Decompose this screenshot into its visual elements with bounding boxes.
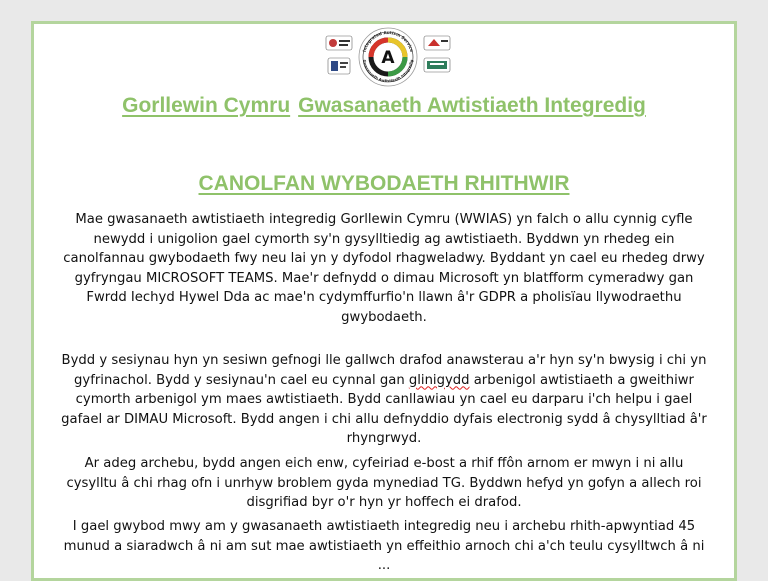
paragraph-contact: I gael gwybod mwy am y gwasanaeth awtistiaeth integredig neu i archebu rhith-apwyntiad 45 munud a siaradwch â ni am sut mae awtistiaeth yn effeithio arnoch chi a'ch teulu cysylltwch â ni ... — [63, 519, 705, 573]
paragraph-sessions — [58, 351, 710, 449]
spelling-flagged-word: glinigydd — [408, 372, 470, 388]
svg-text:A: A — [381, 48, 395, 68]
paragraph-booking: Ar adeg archebu, bydd angen eich enw, cyfeiriad e-bost a rhif ffôn arnom er mwyn i ni allu cysylltu â chi rhag ofn i unrhyw broblem gyda mynediad TG. Byddwn hefyd yn gofyn a allech roi disgrifiad byr o'r hyn yr hoffech ei drafod. — [66, 456, 702, 510]
paragraph-sessions-part-a: Bydd y sesiynau hyn yn sesiwn gefnogi lle gallwch drafod anawsterau a'r hyn sy'n bwysig i chi yn gyfrinachol. Bydd y sesiynau'n cael eu cynnal gan — [61, 353, 707, 388]
paragraph-sessions-part-b: arbenigol awtistiaeth a gweithiwr cymorth arbenigol ym maes awtistiaeth. Bydd canllawiau yn cael eu darparu i'ch helpu i gael gafael ar DIMAU Microsoft. Bydd angen i chi allu defnyddio dyfais electronig sydd â chysylltiad â'r rhyngrwyd. — [61, 372, 707, 446]
svg-text:Gwasanaeth Awtistiaeth Integre: Gwasanaeth Awtistiaeth Integredig — [362, 59, 414, 84]
title-service: Gwasanaeth Awtistiaeth Integredig — [298, 94, 646, 117]
integrated-autism-service-logo — [320, 26, 456, 88]
partner-logo-left-bottom — [328, 58, 350, 74]
document-page — [31, 21, 737, 581]
partner-logo-right-bottom — [424, 58, 450, 72]
autism-service-emblem — [359, 28, 417, 86]
page-subtitle: CANOLFAN WYBODAETH RHITHWIR — [198, 172, 570, 195]
svg-text:Integrated Autism Service: Integrated Autism Service — [361, 29, 415, 53]
partner-logo-right-top — [424, 36, 450, 50]
service-title — [34, 91, 734, 121]
partner-logo-left-top — [326, 36, 352, 50]
title-region: Gorllewin Cymru — [122, 94, 291, 117]
paragraph-intro: Mae gwasanaeth awtistiaeth integredig Gorllewin Cymru (WWIAS) yn falch o allu cynnig cyfle newydd i unigolion gael cymorth sy'n gysylltiedig ag awtistiaeth. Byddwn yn rhedeg ein canolfannau gwybodaeth fwy neu lai yn y dyfodol rhagweladwy. Byddant yn cael eu rhedeg drwy gyfryngau MICROSOFT TEAMS. Mae'r defnydd o dimau Microsoft yn blatfform cymeradwy gan Fwrdd Iechyd Hywel Dda ac mae'n cydymffurfio'n llawn â'r GDPR a pholisïau llywodraethu gwybodaeth. — [63, 212, 705, 325]
